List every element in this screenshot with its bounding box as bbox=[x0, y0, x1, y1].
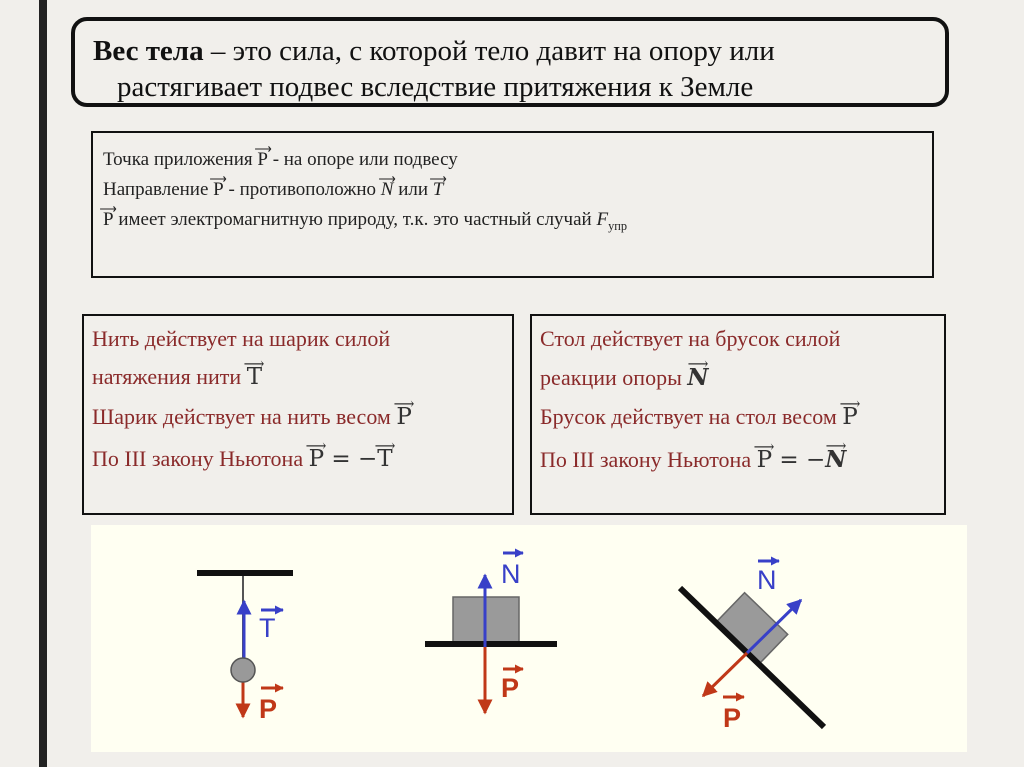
slide-side-bar bbox=[39, 0, 47, 767]
vector-p: ⟶ P bbox=[309, 446, 324, 472]
label-p: P bbox=[501, 673, 520, 703]
thread-line-3: Шарик действует на нить весом ⟶ P bbox=[92, 404, 412, 430]
pendulum-diagram bbox=[197, 570, 293, 724]
incline-block-diagram bbox=[680, 561, 824, 733]
table-surface bbox=[425, 641, 557, 647]
property-line-2: Направление ⟶ P - противоположно ⟶ N или ⟶ T bbox=[103, 179, 443, 201]
label-p: P bbox=[723, 703, 742, 733]
vector-p: ⟶ P bbox=[257, 149, 268, 171]
table-block-diagram bbox=[425, 553, 557, 713]
thread-line-4: По III закону Ньютона ⟶ P = −⟶ T bbox=[92, 446, 393, 472]
thread-line-2: натяжения нити ⟶ T bbox=[92, 364, 262, 390]
definition-term: Вес тела bbox=[93, 35, 204, 67]
property-line-1: Точка приложения ⟶ P - на опоре или подвесу bbox=[103, 149, 458, 171]
label-n: N bbox=[757, 565, 777, 595]
force-diagrams-svg bbox=[91, 525, 967, 752]
vector-t: ⟶ T bbox=[433, 179, 444, 201]
table-line-3: Брусок действует на стол весом ⟶ P bbox=[540, 404, 858, 430]
vector-p: ⟶ P bbox=[842, 404, 857, 430]
definition-line-1 bbox=[93, 35, 775, 68]
vector-p: ⟶ P bbox=[757, 447, 772, 473]
definition-box bbox=[71, 17, 949, 107]
vector-t: ⟶ T bbox=[377, 446, 392, 472]
vector-p: ⟶ P bbox=[396, 404, 411, 430]
f-upr-subscript: упр bbox=[608, 218, 628, 233]
table-line-1: Стол действует на брусок силой bbox=[540, 326, 841, 351]
label-t: T bbox=[259, 613, 276, 643]
definition-text: – это сила, с которой тело давит на опору или bbox=[203, 35, 775, 67]
ball bbox=[231, 658, 255, 682]
f-upr-symbol: F bbox=[596, 209, 609, 230]
thread-ball-box bbox=[82, 314, 514, 515]
vector-n: ⟶ N bbox=[687, 364, 708, 391]
thread-line-1: Нить действует на шарик силой bbox=[92, 326, 391, 351]
table-line-2: реакции опоры ⟶ N bbox=[540, 364, 708, 391]
vector-n: ⟶ N bbox=[825, 446, 846, 473]
property-line-3: ⟶ P имеет электромагнитную природу, т.к. это частный случай $F_{упр}$ bbox=[103, 209, 627, 234]
label-p: P bbox=[259, 694, 278, 724]
vector-t: ⟶ T bbox=[247, 364, 262, 390]
force-diagrams bbox=[91, 525, 967, 752]
table-line-4: По III закону Ньютона ⟶ P = −⟶ N bbox=[540, 446, 846, 473]
weight-arrow bbox=[703, 653, 747, 696]
properties-box bbox=[91, 131, 934, 278]
vector-p: ⟶ P bbox=[103, 209, 114, 231]
definition-line-2: растягивает подвес вследствие притяжения к Земле bbox=[117, 71, 754, 103]
ceiling-support bbox=[197, 570, 293, 576]
vector-n: ⟶ N bbox=[381, 179, 394, 201]
vector-p: ⟶ P bbox=[213, 179, 224, 201]
label-n: N bbox=[501, 559, 521, 589]
table-block-box bbox=[530, 314, 946, 515]
